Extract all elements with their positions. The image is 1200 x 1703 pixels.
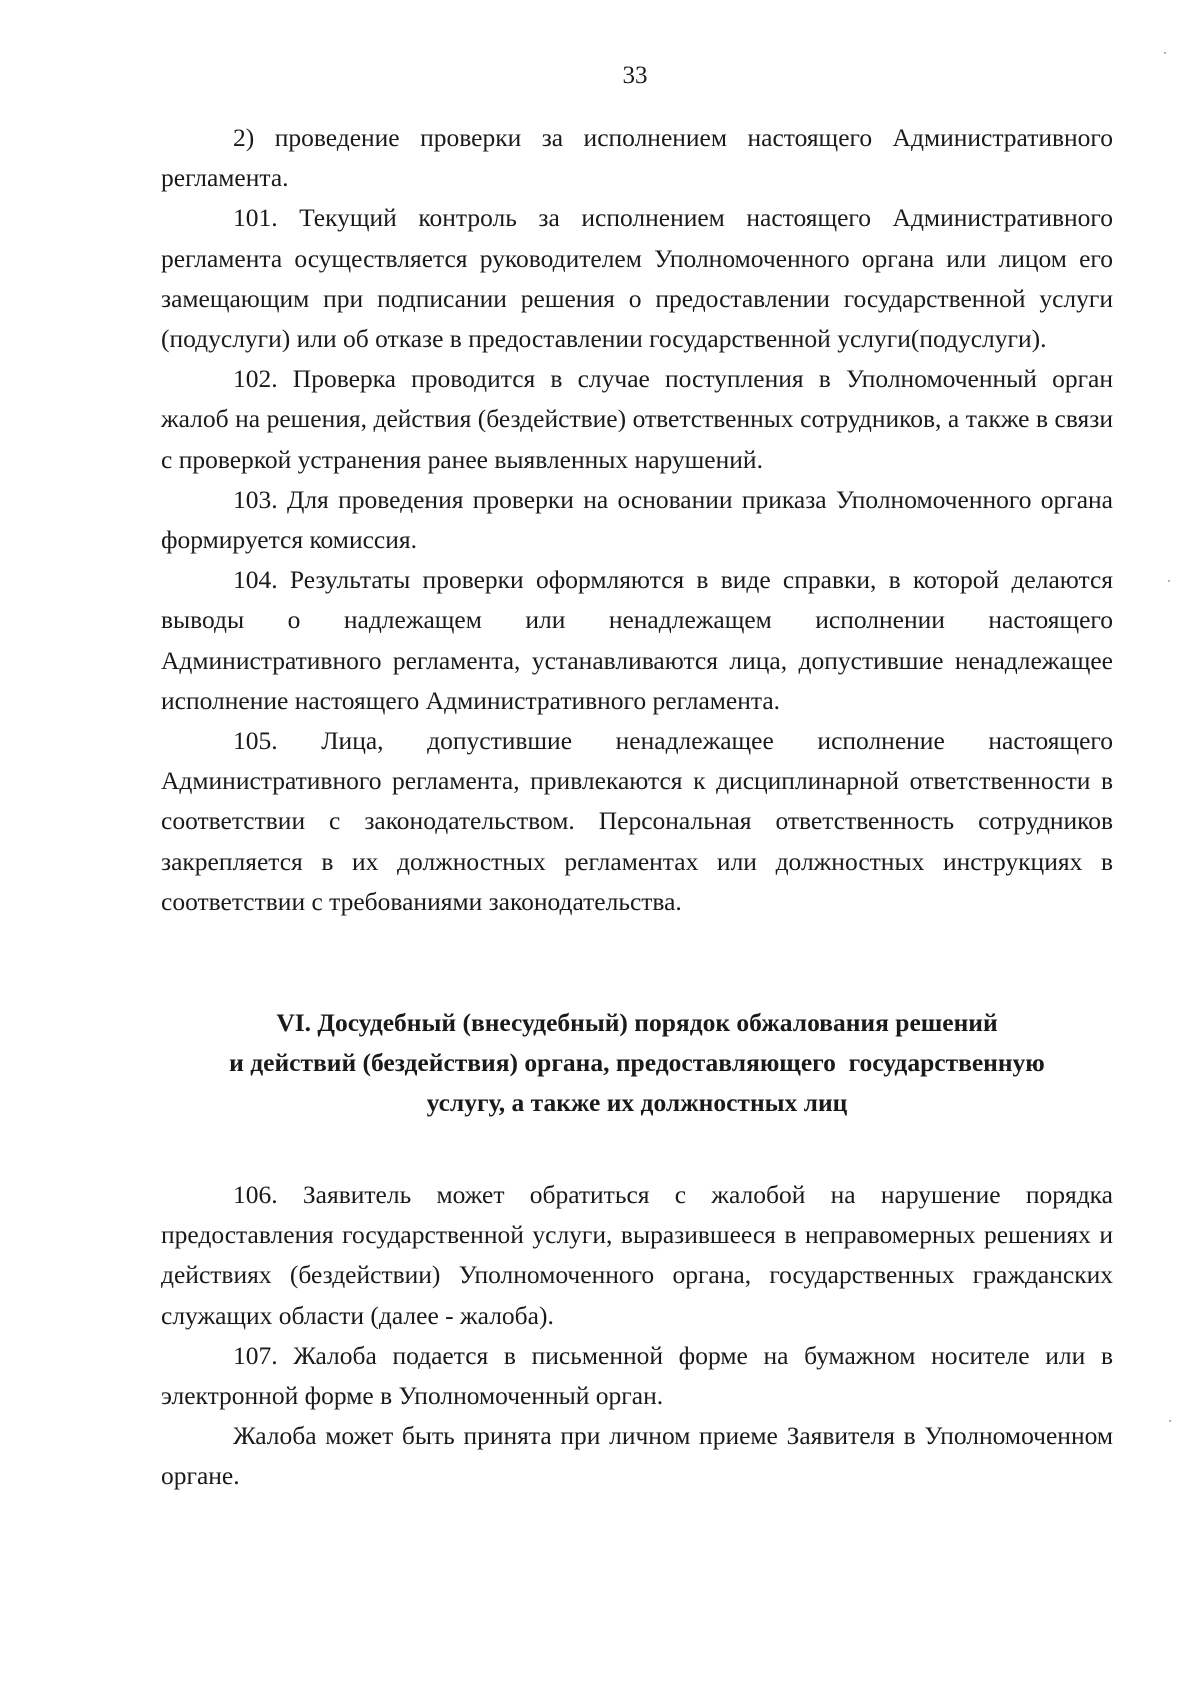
page-number: 33 [622,62,648,89]
paragraph-complaint-reception: Жалоба может быть принята при личном приеме Заявителя в Уполномоченном органе. [161,1421,1113,1491]
paragraph-103: 103. Для проведения проверки на основании приказа Уполномоченного органа формируется комиссия. [161,484,1113,555]
section-heading-line-2: и действий (бездействия) органа, предоставляющего государственную [229,1048,1045,1077]
section-heading [161,1003,1113,1123]
scan-speck [1168,580,1170,582]
paragraph-item-2: 2) проведение проверки за исполнением настоящего Административного регламента. [161,123,1113,193]
paragraph-101: 101. Текущий контроль за исполнением настоящего Административного регламента осуществляется руководителем Уполномоченного органа или лицом его замещающим при подписании решения о предоставлении государственной услуги (подуслуги) или об отказе в предоставлении государственной услуги(подуслуги). [161,203,1113,354]
paragraph-102: 102. Проверка проводится в случае поступления в Уполномоченный орган жалоб на решения, действия (бездействие) ответственных сотрудников, а также в связи с проверкой устранения ранее выявленных нарушений. [161,364,1113,474]
paragraph-107: 107. Жалоба подается в письменной форме на бумажном носителе или в электронной форме в Уполномоченный орган. [161,1340,1113,1411]
document-body-bottom [161,1175,1113,1497]
section-heading-line-1: VI. Досудебный (внесудебный) порядок обжалования решений [276,1008,998,1037]
document-body-top [161,118,1113,922]
paragraph-106: 106. Заявитель может обратиться с жалобой на нарушение порядка предоставления государственной услуги, выразившееся в неправомерных решениях и действиях (бездействии) Уполномоченного органа, государственных гражданских служащих области (далее - жалоба). [161,1180,1113,1330]
paragraph-104: 104. Результаты проверки оформляются в виде справки, в которой делаются выводы о надлежащем или ненадлежащем исполнении настоящего Административного регламента, устанавливаются лица, допустившие ненадлежащее исполнение настоящего Административного регламента. [161,565,1113,715]
scan-speck [1164,52,1166,54]
paragraph-105: 105. Лица, допустившие ненадлежащее исполнение настоящего Административного регламента, привлекаются к дисциплинарной ответственности в соответствии с законодательством. Персональная ответственность сотрудников закрепляется в их должностных регламентах или должностных инструкциях в соответствии с требованиями законодательства. [161,726,1113,916]
scan-speck [1169,1420,1171,1422]
section-heading-line-3: услугу, а также их должностных лиц [426,1088,848,1117]
